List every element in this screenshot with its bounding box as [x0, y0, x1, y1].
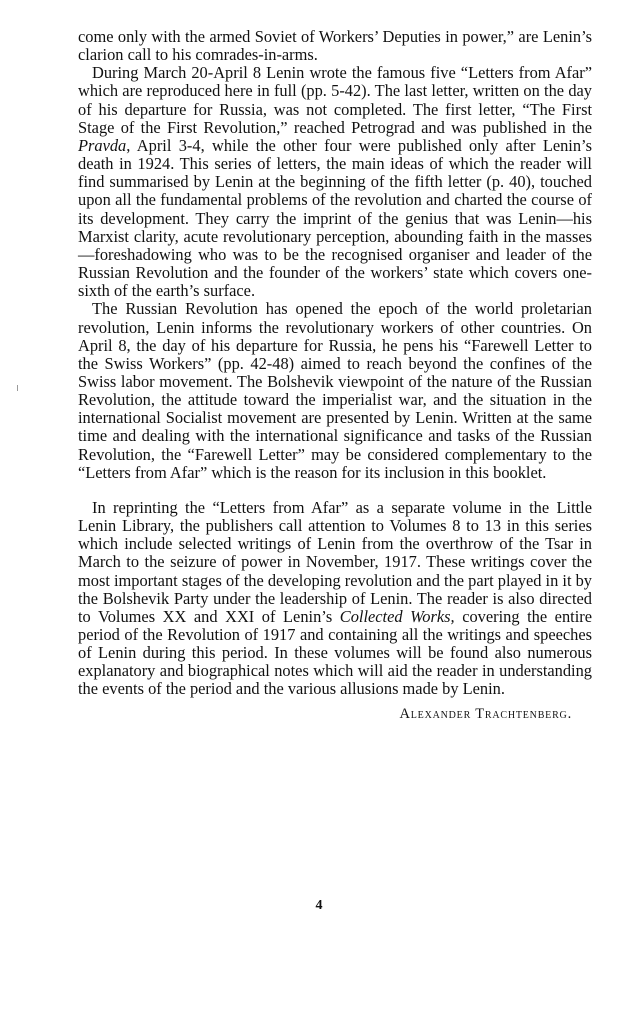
- paragraph-continuation: [78, 28, 592, 64]
- paragraph-text: In reprinting the “Letters from Afar” as a separate volume in the Little Lenin Library, the publishers call attention to Volumes 8 to 13 in this series which include selected writings of Lenin from the overthrow of the Tsar in March to the seizure of power in November, 1917. These writings cover the most important stages of the developing revolution and the part played in it by the Bolshevik Party under the leadership of Lenin. The reader is also directed to Volumes XX and XXI of Lenin’s: [78, 497, 592, 626]
- paragraph-text: During March 20-April 8 Lenin wrote the famous five “Letters from Afar” which are reproduced here in full (pp. 5-42). The last letter, written on the day of his departure for Russia, was not completed. The first letter, “The First Stage of the First Revolution,” reached Petrograd and was published in the: [78, 63, 592, 137]
- author-signature: Alexander Trachtenberg.: [399, 705, 572, 722]
- paragraph-text: covering the entire period of the Revolution of 1917 and containing all the writings and speeches of Lenin during this period. In these volumes will be found also numerous explanatory and biographical notes which will aid the reader in understanding the events of the period and the various allusions made by Lenin.: [78, 606, 592, 699]
- paragraph-text: , April 3-4, while the other four were published only after Lenin’s death in 1924. This series of letters, the main ideas of which the reader will find summarised by Lenin at the beginning of the fifth letter (p. 40), touched upon all the fundamental problems of the revolution and charted the course of its development. They carry the imprint of the genius that was Lenin—his Marxist clarity, acute revolutionary perception, abounding faith in the masses—foreshadowing who was to be the recognised organiser and leader of the Russian Revolution and the founder of the workers’ state which covers one-sixth of the earth’s surface.: [78, 135, 592, 301]
- paragraph-text: The Russian Revolution has opened the epoch of the world proletarian revolution, Lenin informs the revolutionary workers of other countries. On April 8, the day of his departure for Russia, he pens his “Farewell Letter to the Swiss Workers” (pp. 42-48) aimed to reach beyond the confines of the Swiss labor movement. The Bolshevik viewpoint of the nature of the Russian Revolution, the attitude toward the imperialist war, and the situation in the international Socialist movement are presented by Lenin. Written at the same time and dealing with the international significance and tasks of the Russian Revolution, the “Farewell Letter” may be considered complementary to the “Letters from Afar” which is the reason for its inclusion in this booklet.: [78, 299, 592, 482]
- paragraph-text: come only with the armed Soviet of Workers’ Deputies in power,” are Lenin’s clarion call to his comrades-in-arms.: [78, 27, 592, 65]
- paragraph-farewell-letter: [78, 300, 592, 482]
- page-number: 4: [315, 898, 323, 913]
- paragraph-reprint-note: [78, 499, 592, 699]
- publication-title-pravda: Pravda: [78, 135, 127, 155]
- document-page: [78, 28, 592, 723]
- paragraph-letters-from-afar: [78, 64, 592, 300]
- book-title-collected-works: Collected Works,: [339, 606, 455, 626]
- margin-mark: [17, 385, 18, 391]
